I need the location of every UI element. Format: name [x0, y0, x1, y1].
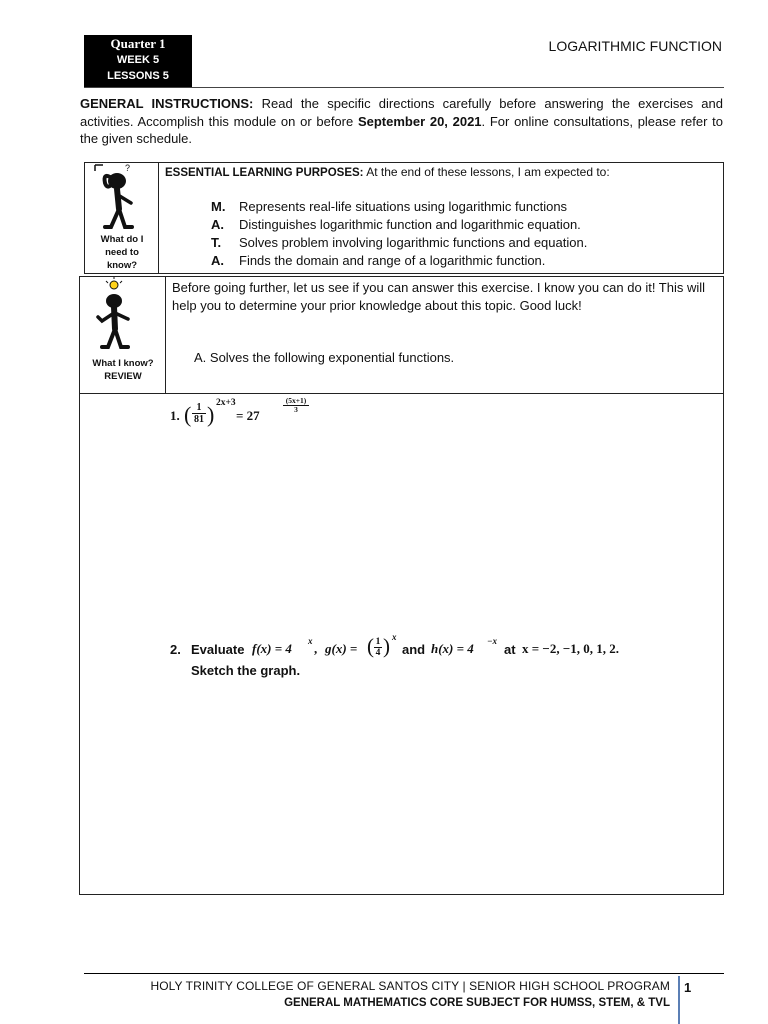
review-icon-cell [80, 277, 166, 393]
purpose-item: A. Finds the domain and range of a logarithmic function. [211, 253, 546, 268]
footer-divider [84, 973, 724, 974]
general-instructions [80, 95, 723, 148]
header-divider [84, 87, 724, 88]
exercise-number: 1. [170, 408, 180, 423]
page-number: 1 [684, 980, 692, 995]
review-task: A. Solves the following exponential functions. [194, 350, 455, 365]
review-intro: Before going further, let us see if you can answer this exercise. I know you can do it! This will help you to determine your prior knowledge about this topic. Good luck! [172, 280, 706, 313]
lessons-label: LESSONS 5 [107, 70, 169, 82]
week-label: WEEK 5 [116, 54, 160, 66]
elp-icon-label: What do I need to know? [100, 234, 144, 271]
thinking-figure-icon [91, 163, 153, 233]
purpose-list [211, 198, 587, 270]
sketch-instruction: Sketch the graph. [191, 663, 301, 678]
instructions-text-1: Read the specific directions carefully before answering the exercises and activities. Accomplish this module on or before [80, 96, 724, 129]
svg-text:?: ? [125, 163, 131, 173]
due-date: September 20, 2021 [357, 113, 482, 129]
review-icon-label: What I know? REVIEW [92, 358, 154, 382]
page-number-rule [678, 976, 680, 1024]
purpose-item: A. Distinguishes logarithmic function and logarithmic equation. [211, 217, 581, 232]
quarter-week-badge [84, 35, 192, 87]
lightbulb-figure-icon [88, 277, 150, 353]
purpose-item: M. Represents real-life situations using logarithmic functions [211, 199, 568, 214]
purpose-item: T. Solves problem involving logarithmic functions and equation. [211, 235, 588, 250]
instructions-label: GENERAL INSTRUCTIONS: [80, 96, 254, 111]
review-box [79, 276, 724, 394]
elp-heading: ESSENTIAL LEARNING PURPOSES: At the end of these lessons, I am expected to: [165, 165, 610, 179]
exercise-box: 1. ( 1 81 ) 2x+3 = 27 (5x+1) 3 2. Evaluate f(x) = 4 x , g(x) = ( 1 4 ) x and h(x) = 4 −x at x = −2, −1, 0, 1, 2. Sketch the graph. [79, 393, 724, 895]
elp-box [84, 162, 724, 274]
footer-school: HOLY TRINITY COLLEGE OF GENERAL SANTOS CITY | SENIOR HIGH SCHOOL PROGRAM [150, 979, 670, 993]
quarter-label: Quarter 1 [110, 36, 166, 51]
elp-icon-cell [85, 163, 159, 273]
footer-subject: GENERAL MATHEMATICS CORE SUBJECT FOR HUMSS, STEM, & TVL [284, 997, 670, 1009]
module-title: LOGARITHMIC FUNCTION [548, 38, 722, 54]
instructions-text-2: . For online consultations, please refer to the given schedule. [80, 113, 723, 146]
exercise-2: 2. Evaluate f(x) = 4 x , g(x) = ( 1 4 ) x and h(x) = 4 −x at x = −2, −1, 0, 1, 2. Sketch the graph. [170, 632, 619, 678]
